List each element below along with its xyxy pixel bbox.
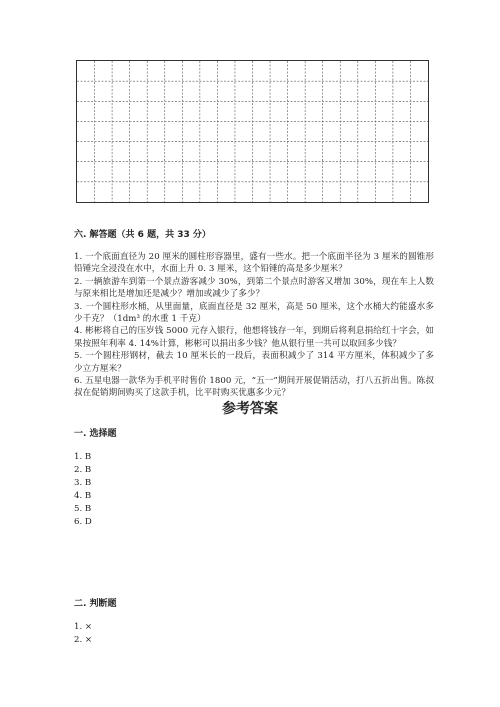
choice-answer: 1. B xyxy=(74,452,92,462)
writing-grid xyxy=(76,60,429,203)
question-5: 5. 一个圆柱形钢材，截去 10 厘米长的一段后，表面积减少了 314 平方厘米，体积减少了多少立方厘米？ xyxy=(74,351,435,374)
judge-answer: 1. × xyxy=(74,622,93,632)
choice-answer: 4. B xyxy=(74,491,92,501)
choice-answer: 5. B xyxy=(74,504,92,514)
section-six xyxy=(74,229,434,400)
judge-section-title: 二. 判断题 xyxy=(74,599,117,609)
judge-answer: 2. × xyxy=(74,635,93,645)
question-4: 4. 彬彬将自己的压岁钱 5000 元存入银行，他想将钱存一年，到期后将利息捐给红十字会，如果按照年利率 4. 14%计算，彬彬可以捐出多少钱？他从银行里一共可以取回多少钱？ xyxy=(74,326,434,349)
answers-judge xyxy=(74,598,434,647)
choice-section-title: 一. 选择题 xyxy=(74,429,117,439)
writing-grid-lines xyxy=(77,61,428,202)
answers-choice xyxy=(74,428,434,529)
section-six-title: 六. 解答题（共 6 题，共 33 分） xyxy=(74,230,211,240)
question-3: 3. 一个圆柱形水桶，从里面量，底面直径是 32 厘米，高是 50 厘米，这个水桶大约能盛水多少千克？（1dm³ 的水重 1 千克） xyxy=(74,301,434,325)
question-1: 1. 一个底面直径为 20 厘米的圆柱形容器里，盛有一些水。把一个底面半径为 3 厘米的圆锥形铅锤完全浸没在水中，水面上升 0. 3 厘米，这个铅锤的高是多少厘米？ xyxy=(74,252,434,275)
question-6: 6. 五星电器一款华为手机平时售价 1800 元，“五一”期间开展促销活动，打八五折出售。陈叔叔在促销期间购买了这款手机，比平时购买优惠多少元？ xyxy=(74,376,434,399)
choice-answer: 3. B xyxy=(74,478,92,488)
question-2: 2. 一辆旅游车到第一个景点游客减少 30%，到第二个景点时游客又增加 30%，现在车上人数与原来相比是增加还是减少？增加或减少了多少？ xyxy=(74,276,434,300)
answers-title: 参考答案 xyxy=(222,401,278,417)
choice-answer: 2. B xyxy=(74,465,92,475)
choice-answer: 6. D xyxy=(74,517,92,527)
